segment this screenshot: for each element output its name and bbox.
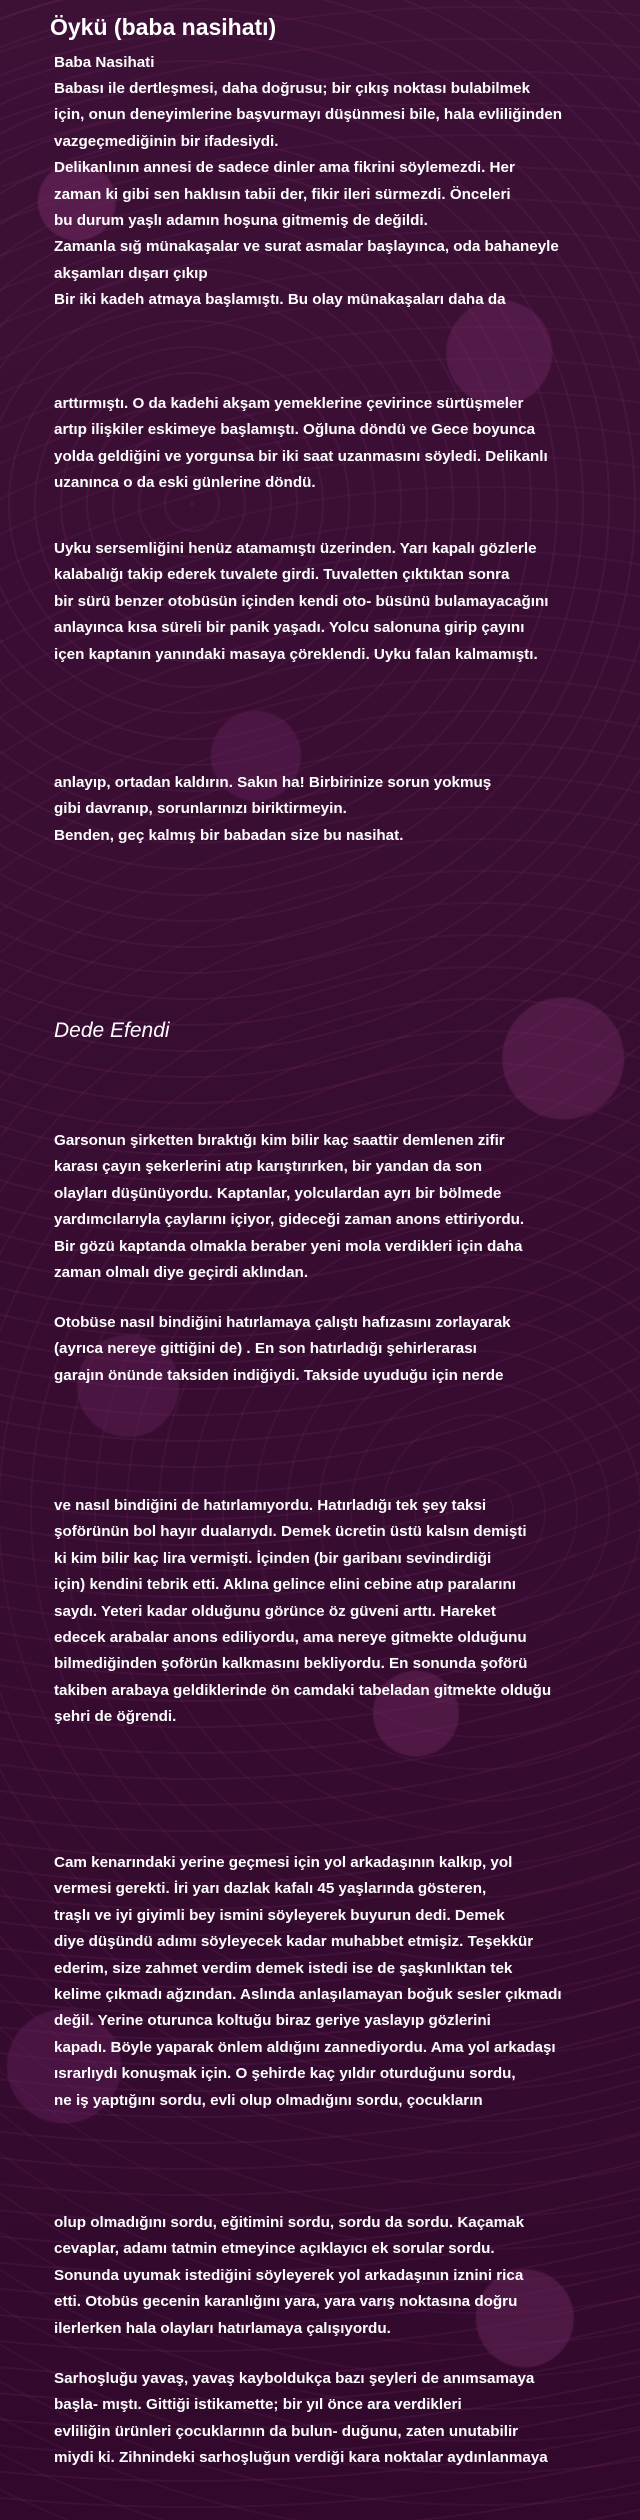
text-line: ve nasıl bindiğini de hatırlamıyordu. Hatırladığı tek şey taksi	[54, 1497, 487, 1514]
text-line: karası çayın şekerlerini atıp karıştırırken, bir yandan da son	[54, 1158, 482, 1176]
story-paragraph	[54, 2210, 614, 2342]
text-line: olup olmadığını sordu, eğitimini sordu, sordu da sordu. Kaçamak	[54, 2214, 525, 2231]
text-line: vermesi gerekti. İri yarı dazlak kafalı 45 yaşlarında gösteren,	[54, 1880, 487, 1898]
text-line: içen kaptanın yanındaki masaya çöreklendi. Uyku falan kalmamıştı.	[54, 645, 538, 663]
text-line: Uyku sersemliğini henüz atamamıştı üzerinden. Yarı kapalı gözlerle	[54, 540, 537, 557]
text-line: Sonunda uyumak istediğini söyleyerek yol arkadaşının iznini rica	[54, 2266, 524, 2284]
text-line: akşamları dışarı çıkıp	[54, 264, 208, 282]
story-paragraph	[54, 2366, 614, 2472]
text-line: Bir iki kadeh atmaya başlamıştı. Bu olay münakaşaları daha da	[54, 291, 506, 309]
text-line: şehri de öğrendi.	[54, 1708, 177, 1726]
text-line: diye düşündü adımı söyleyecek kadar muhabbet etmişiz. Teşekkür	[54, 1933, 534, 1951]
text-line: Otobüse nasıl bindiğini hatırlamaya çalıştı hafızasını zorlayarak	[54, 1314, 511, 1331]
text-line: Bir gözü kaptanda olmakla beraber yeni mola verdikleri için daha	[54, 1237, 523, 1255]
text-line: değil. Yerine oturunca koltuğu biraz geriye yaslayıp gözlerini	[54, 2012, 491, 2030]
story-heading	[54, 50, 614, 76]
author-signature: Dede Efendi	[54, 1019, 170, 1042]
text-line: uzanınca o da eski günlerine döndü.	[54, 474, 316, 492]
text-line: Delikanlının annesi de sadece dinler ama fikrini söylemezdi. Her	[54, 159, 515, 177]
text-line: ilerlerken hala olayları hatırlamaya çalışıyordu.	[54, 2319, 391, 2337]
text-line: kapadı. Böyle yaparak önlem aldığını zannediyordu. Ama yol arkadaşı	[54, 2038, 556, 2056]
text-line: traşlı ve iyi giyimli bey ismini söyleyerek buyurun dedi. Demek	[54, 1906, 505, 1924]
story-heading-text: Baba Nasihati	[54, 54, 155, 71]
text-line: vazgeçmediğinin bir ifadesiydi.	[54, 132, 279, 150]
text-line: artıp ilişkiler eskimeye başlamıştı. Oğluna döndü ve Gece boyunca	[54, 421, 536, 439]
text-line: için, onun deneyimlerine başvurmayı düşünmesi bile, hala evliliğinden	[54, 106, 563, 124]
text-line: Babası ile dertleşmesi, daha doğrusu; bir çıkış noktası bulabilmek	[54, 80, 531, 97]
story-paragraph	[54, 770, 614, 849]
text-line: başla- mıştı. Gittiği istikamette; bir yıl önce ara verdikleri	[54, 2396, 462, 2414]
text-line: Sarhoşluğu yavaş, yavaş kayboldukça bazı şeyleri de anımsamaya	[54, 2370, 535, 2387]
text-line: bilmediğinden şoförün kalkmasını bekliyordu. En sonunda şoförü	[54, 1655, 528, 1673]
text-line: zaman ki gibi sen haklısın tabii der, fikir ileri sürmezdi. Önceleri	[54, 185, 511, 203]
text-line: şoförünün bol hayır dualarıydı. Demek ücretin üstü kalsın demişti	[54, 1523, 527, 1541]
text-line: saydı. Yeteri kadar olduğunu görünce öz güveni arttı. Hareket	[54, 1602, 496, 1620]
text-line: gibi davranıp, sorunlarınızı biriktirmeyin.	[54, 800, 347, 818]
text-line: yardımcılarıyla çaylarını içiyor, gideceği zaman anons ettiriyordu.	[54, 1211, 525, 1229]
text-line: edecek arabalar anons ediliyordu, ama nereye gitmekte olduğunu	[54, 1629, 527, 1647]
text-line: (ayrıca nereye gittiğini de) . En son hatırladığı şehirlerarası	[54, 1340, 477, 1358]
text-line: ısrarlıydı konuşmak için. O şehirde kaç yıldır oturduğunu sordu,	[54, 2065, 516, 2083]
text-line: kalabalığı takip ederek tuvalete girdi. Tuvaletten çıktıktan sonra	[54, 566, 510, 584]
story-paragraph	[54, 1310, 614, 1389]
page-title: Öykü (baba nasihatı)	[50, 14, 277, 40]
story-paragraph	[54, 1128, 614, 1286]
text-line: Zamanla sığ münakaşalar ve surat asmalar başlayınca, oda bahaneyle	[54, 238, 559, 256]
text-line: yolda geldiğini ve yorgunsa bir iki saat uzanmasını söyledi. Delikanlı	[54, 447, 548, 465]
text-line: etti. Otobüs gecenin karanlığını yara, yara varış noktasına doğru	[54, 2293, 518, 2311]
text-line: kelime çıkmadı ağzından. Aslında anlaşılamayan boğuk sesler çıkmadı	[54, 1986, 562, 2004]
story-paragraph	[54, 1850, 614, 2114]
text-line: için) kendini tebrik etti. Aklına gelince elini cebine atıp paralarını	[54, 1576, 516, 1594]
text-line: Garsonun şirketten bıraktığı kim bilir kaç saattir demlenen zifir	[54, 1132, 505, 1149]
text-line: garajın önünde taksiden indiğiydi. Takside uyuduğu için nerde	[54, 1366, 504, 1384]
text-line: arttırmıştı. O da kadehi akşam yemeklerine çevirince sürtüşmeler	[54, 395, 524, 412]
text-line: ederim, size zahmet verdim demek istedi ise de şaşkınlıktan tek	[54, 1959, 513, 1977]
text-line: takiben arabaya geldiklerinde ön camdaki tabeladan gitmekte olduğu	[54, 1681, 552, 1699]
story-paragraph	[54, 536, 614, 668]
text-line: evliliğin ürünleri çocuklarının da bulun- duğunu, zaten unutabilir	[54, 2422, 519, 2440]
text-line: Benden, geç kalmış bir babadan size bu nasihat.	[54, 826, 404, 844]
text-line: ki kim bilir kaç lira vermişti. İçinden (bir garibanı sevindirdiği	[54, 1549, 492, 1567]
story-paragraph	[54, 391, 614, 497]
story-paragraph	[54, 1493, 614, 1731]
text-line: ne iş yaptığını sordu, evli olup olmadığını sordu, çocukların	[54, 2091, 483, 2109]
text-line: bir sürü benzer otobüsün içinden kendi oto- büsünü bulamayacağını	[54, 592, 549, 610]
text-line: cevaplar, adamı tatmin etmeyince açıklayıcı ek sorular sordu.	[54, 2240, 495, 2258]
text-line: miydi ki. Zihnindeki sarhoşluğun verdiği kara noktalar aydınlanmaya	[54, 2449, 548, 2467]
text-line: Cam kenarındaki yerine geçmesi için yol arkadaşının kalkıp, yol	[54, 1854, 513, 1871]
text-line: zaman olmalı diye geçirdi aklından.	[54, 1264, 309, 1282]
text-line: olayları düşünüyordu. Kaptanlar, yolculardan ayrı bir bölmede	[54, 1184, 502, 1202]
text-line: bu durum yaşlı adamın hoşuna gitmemiş de değildi.	[54, 212, 428, 230]
text-line: anlayınca kısa süreli bir panik yaşadı. Yolcu salonuna girip çayını	[54, 619, 525, 637]
story-paragraph	[54, 76, 614, 314]
text-line: anlayıp, ortadan kaldırın. Sakın ha! Birbirinize sorun yokmuş	[54, 774, 492, 791]
